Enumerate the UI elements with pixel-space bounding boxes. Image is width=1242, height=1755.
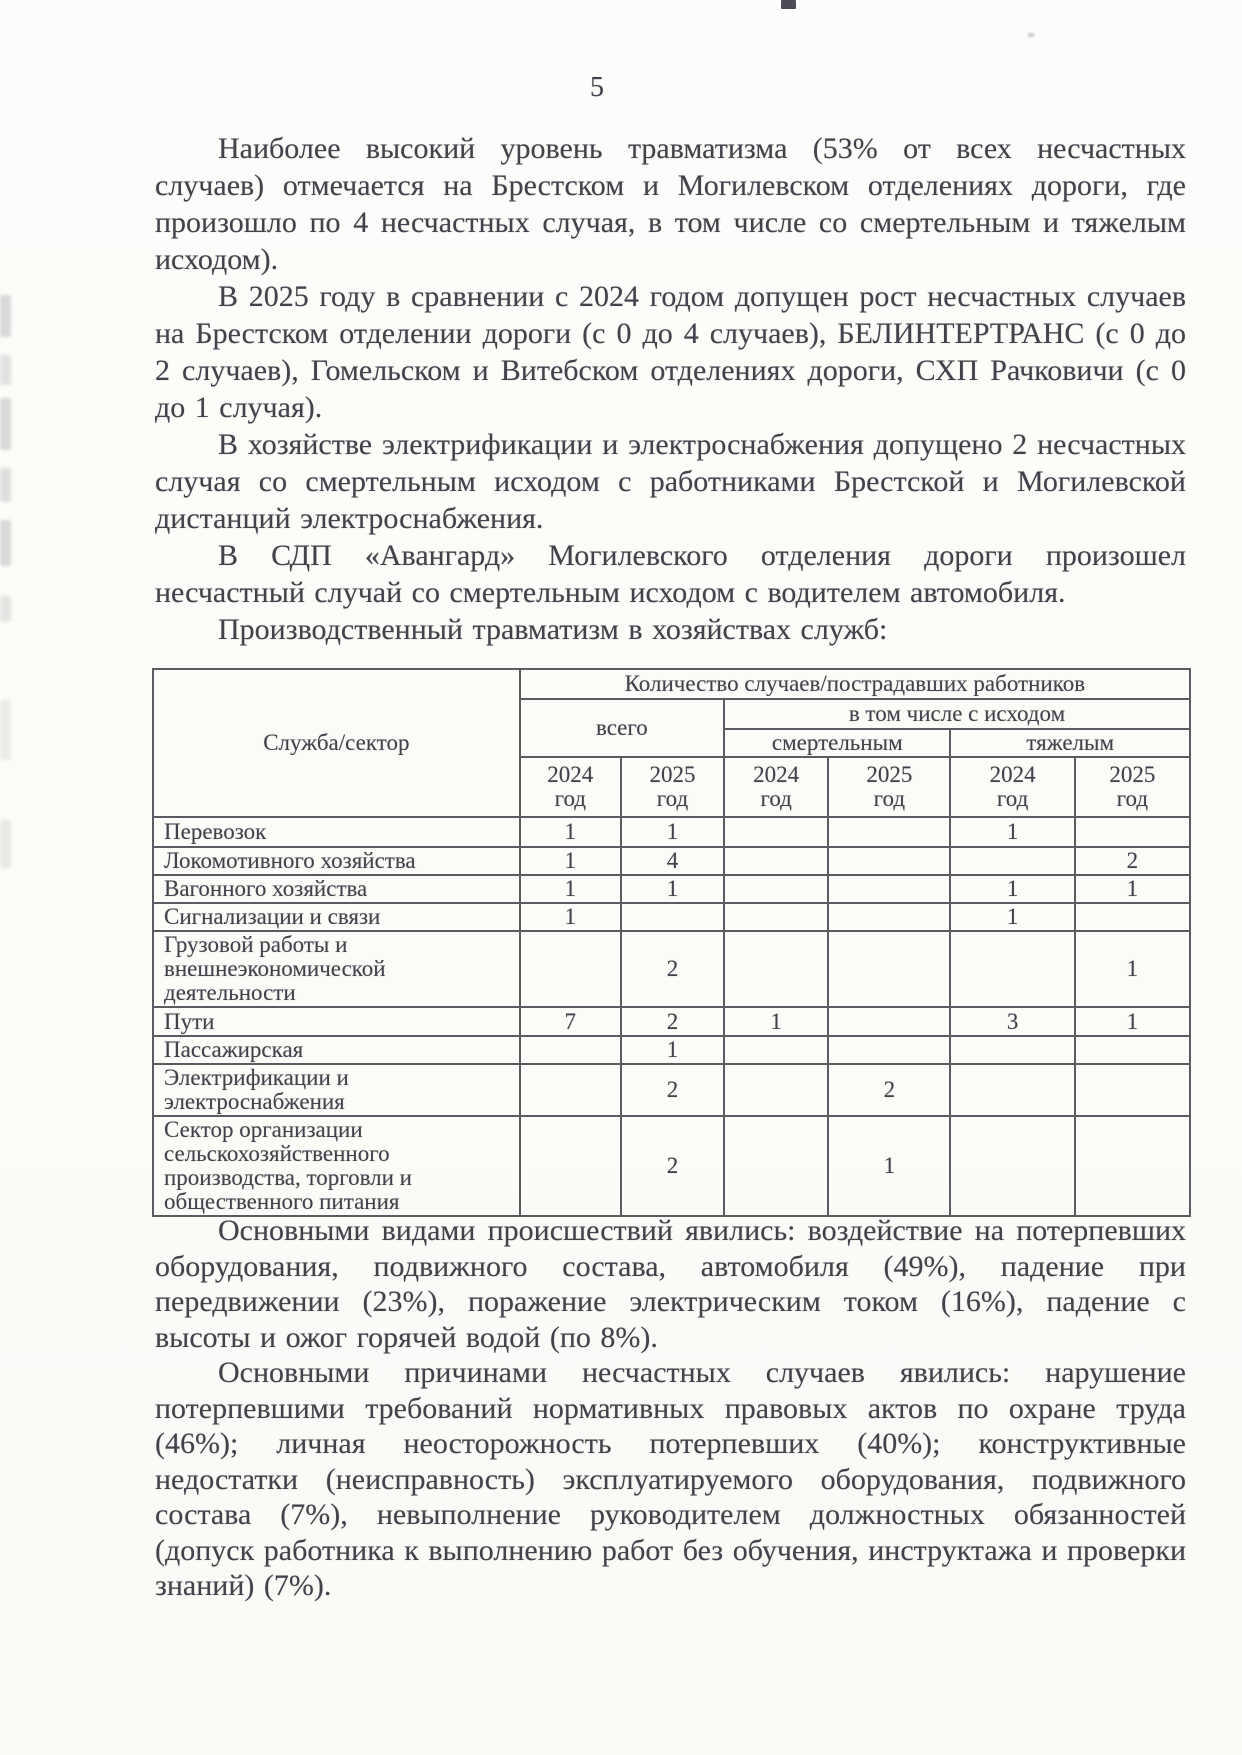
scan-artifact-dot bbox=[1028, 33, 1034, 37]
value-cell: 2 bbox=[621, 1064, 724, 1116]
value-cell bbox=[724, 903, 828, 931]
body-text-top bbox=[155, 130, 1186, 648]
col-header-count-title: Количество случаев/пострадавших работников bbox=[520, 669, 1190, 699]
page-number: 5 bbox=[590, 72, 604, 103]
service-name: Перевозок bbox=[153, 817, 520, 847]
value-cell bbox=[828, 847, 950, 875]
value-cell bbox=[724, 847, 828, 875]
value-cell bbox=[1075, 1116, 1190, 1216]
table-row bbox=[153, 903, 1190, 931]
value-cell: 1 bbox=[828, 1116, 950, 1216]
value-cell bbox=[724, 875, 828, 903]
scan-edge-artifact bbox=[0, 820, 11, 868]
value-cell: 3 bbox=[950, 1007, 1074, 1036]
value-cell bbox=[950, 1064, 1074, 1116]
value-cell: 1 bbox=[1075, 931, 1190, 1007]
service-name: Пути bbox=[153, 1007, 520, 1036]
value-cell: 7 bbox=[520, 1007, 621, 1036]
value-cell: 2 bbox=[621, 1116, 724, 1216]
scan-edge-artifact bbox=[0, 596, 11, 622]
value-cell bbox=[1075, 1036, 1190, 1064]
service-name: Грузовой работы и внешнеэкономической деятельности bbox=[153, 931, 520, 1007]
value-cell: 4 bbox=[621, 847, 724, 875]
value-cell bbox=[520, 1064, 621, 1116]
value-cell: 2 bbox=[621, 931, 724, 1007]
value-cell bbox=[950, 931, 1074, 1007]
value-cell bbox=[520, 1036, 621, 1064]
value-cell: 2 bbox=[1075, 847, 1190, 875]
value-cell: 1 bbox=[520, 817, 621, 847]
value-cell: 1 bbox=[621, 875, 724, 903]
value-cell bbox=[1075, 1064, 1190, 1116]
table-row bbox=[153, 1064, 1190, 1116]
value-cell: 1 bbox=[520, 903, 621, 931]
body-text-bottom bbox=[155, 1213, 1186, 1604]
paragraph-growth-2025: В 2025 году в сравнении с 2024 годом допущен рост несчастных случаев на Брестском отделении дороги (с 0 до 4 случаев), БЕЛИНТЕРТРАНС (с 0 до 2 случаев), Гомельском и Витебском отделениях дороги, СХП Рачковичи (с 0 до 1 случая). bbox=[155, 280, 1186, 424]
value-cell bbox=[520, 931, 621, 1007]
value-cell bbox=[724, 931, 828, 1007]
scan-edge-artifact bbox=[0, 700, 11, 760]
value-cell: 1 bbox=[950, 817, 1074, 847]
table-row bbox=[153, 1036, 1190, 1064]
value-cell bbox=[828, 875, 950, 903]
value-cell bbox=[1075, 903, 1190, 931]
table-row bbox=[153, 847, 1190, 875]
value-cell: 1 bbox=[621, 817, 724, 847]
value-cell bbox=[828, 1036, 950, 1064]
scan-edge-artifact bbox=[0, 355, 11, 385]
value-cell: 1 bbox=[1075, 875, 1190, 903]
value-cell: 1 bbox=[520, 875, 621, 903]
scan-edge-artifact bbox=[0, 520, 11, 566]
col-header-year: 2025 год bbox=[621, 757, 724, 817]
value-cell bbox=[520, 1116, 621, 1216]
service-name: Электрификации и электроснабжения bbox=[153, 1064, 520, 1116]
service-name: Пассажирская bbox=[153, 1036, 520, 1064]
table-row bbox=[153, 875, 1190, 903]
table-header-row bbox=[153, 669, 1190, 699]
table-row bbox=[153, 1007, 1190, 1036]
value-cell bbox=[828, 1007, 950, 1036]
table-row bbox=[153, 1116, 1190, 1216]
value-cell bbox=[724, 1036, 828, 1064]
table-row bbox=[153, 931, 1190, 1007]
value-cell: 1 bbox=[724, 1007, 828, 1036]
value-cell: 2 bbox=[828, 1064, 950, 1116]
value-cell bbox=[724, 1116, 828, 1216]
paragraph-electrification: В хозяйстве электрификации и электроснабжения допущено 2 несчастных случая со смертельным исходом с работниками Брестской и Могилевской дистанций электроснабжения. bbox=[155, 428, 1186, 535]
paragraph-injury-level: Наиболее высокий уровень травматизма (53% от всех несчастных случаев) отмечается на Брестском и Могилевском отделениях дороги, где произошло по 4 несчастных случая, в том числе со смертельным и тяжелым исходом). bbox=[155, 132, 1186, 276]
paragraph-incident-causes: Основными причинами несчастных случаев явились: нарушение потерпевшими требований нормативных правовых актов по охране труда (46%); личная неосторожность потерпевших (40%); конструктивные недостатки (неисправность) эксплуатируемого оборудования, подвижного состава (7%), невыполнение руководителем должностных обязанностей (допуск работника к выполнению работ без обучения, инструктажа и проверки знаний) (7%). bbox=[155, 1356, 1186, 1602]
service-name: Вагонного хозяйства bbox=[153, 875, 520, 903]
value-cell bbox=[724, 1064, 828, 1116]
value-cell bbox=[950, 847, 1074, 875]
table-row bbox=[153, 817, 1190, 847]
value-cell: 1 bbox=[621, 1036, 724, 1064]
scan-edge-artifact bbox=[0, 295, 11, 337]
paragraph-incident-types: Основными видами происшествий явились: воздействие на потерпевших оборудования, подвижного состава, автомобиля (49%), падение при передвижении (23%), поражение электрическим током (16%), падение с высоты и ожог горячей водой (по 8%). bbox=[155, 1214, 1186, 1354]
service-name: Сигнализации и связи bbox=[153, 903, 520, 931]
value-cell bbox=[950, 1116, 1074, 1216]
value-cell bbox=[621, 903, 724, 931]
value-cell bbox=[1075, 817, 1190, 847]
value-cell: 1 bbox=[950, 875, 1074, 903]
value-cell bbox=[828, 931, 950, 1007]
col-header-year: 2025 год bbox=[1075, 757, 1190, 817]
scan-artifact-top bbox=[781, 0, 796, 9]
value-cell bbox=[724, 817, 828, 847]
service-name: Сектор организации сельскохозяйственного производства, торговли и общественного питания bbox=[153, 1116, 520, 1216]
col-header-fatal: смертельным bbox=[724, 729, 950, 757]
value-cell: 1 bbox=[520, 847, 621, 875]
value-cell bbox=[828, 817, 950, 847]
scan-edge-artifact bbox=[0, 468, 11, 502]
value-cell bbox=[828, 903, 950, 931]
col-header-outcome-title: в том числе с исходом bbox=[724, 699, 1190, 729]
col-header-year: 2024 год bbox=[520, 757, 621, 817]
col-header-service: Служба/сектор bbox=[153, 669, 520, 817]
col-header-severe: тяжелым bbox=[950, 729, 1190, 757]
value-cell: 2 bbox=[621, 1007, 724, 1036]
value-cell: 1 bbox=[950, 903, 1074, 931]
value-cell: 1 bbox=[1075, 1007, 1190, 1036]
col-header-year: 2024 год bbox=[724, 757, 828, 817]
col-header-year: 2025 год bbox=[828, 757, 950, 817]
col-header-total: всего bbox=[520, 699, 724, 757]
service-name: Локомотивного хозяйства bbox=[153, 847, 520, 875]
value-cell bbox=[950, 1036, 1074, 1064]
scan-edge-artifact bbox=[0, 398, 11, 450]
col-header-year: 2024 год bbox=[950, 757, 1074, 817]
paragraph-avangard: В СДП «Авангард» Могилевского отделения дороги произошел несчастный случай со смертельным исходом с водителем автомобиля. bbox=[155, 539, 1186, 609]
paragraph-table-intro: Производственный травматизм в хозяйствах служб: bbox=[218, 613, 888, 646]
injury-statistics-table bbox=[152, 668, 1191, 1217]
